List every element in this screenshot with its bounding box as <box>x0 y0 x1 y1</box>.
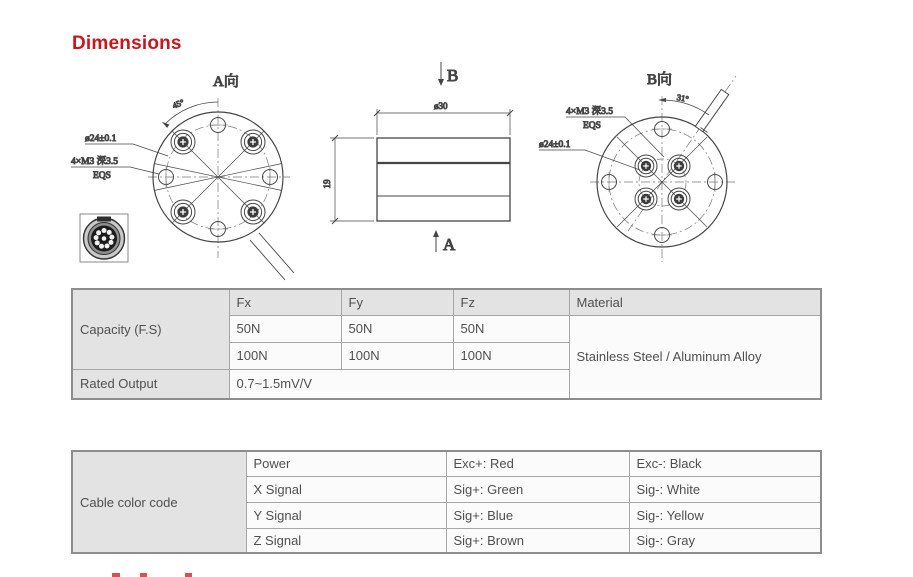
spec-cell: 100N <box>229 342 341 369</box>
cable-positive: Sig+: Brown <box>446 528 629 553</box>
cable-channel: Power <box>246 451 446 476</box>
cable-positive: Exc+: Red <box>446 451 629 476</box>
spec-table <box>71 288 822 400</box>
view-a-cable <box>250 233 294 280</box>
cutoff-heading-fragment <box>112 573 120 577</box>
view-b-diameter-dim: ø24±0.1 <box>539 140 571 150</box>
cable-channel: X Signal <box>246 476 446 502</box>
side-view-height-dim: 19 <box>322 179 332 189</box>
view-a-thread-dim2: EQS <box>93 171 111 181</box>
side-view-bottom-label: A <box>443 235 456 254</box>
cable-negative: Exc-: Black <box>629 451 821 476</box>
view-b-title: B向 <box>647 72 673 88</box>
spec-col-header-fx: Fx <box>229 289 341 315</box>
spec-rated-output-value: 0.7~1.5mV/V <box>229 369 569 399</box>
cable-positive: Sig+: Green <box>446 476 629 502</box>
view-b-thread-dim2: EQS <box>583 121 601 131</box>
cable-negative: Sig-: Yellow <box>629 502 821 528</box>
cable-channel: Y Signal <box>246 502 446 528</box>
cable-color-table <box>71 450 822 554</box>
view-a-angle-dim: 45° <box>170 96 186 111</box>
spec-row-label-capacity: Capacity (F.S) <box>72 289 229 369</box>
side-view-top-label: B <box>447 66 459 85</box>
spec-cell: 50N <box>229 315 341 342</box>
view-b-thread-dim: 4×M3 深3.5 <box>566 107 614 117</box>
spec-cell: 50N <box>453 315 569 342</box>
view-b-drawing <box>539 71 736 262</box>
view-a-drawing <box>71 73 294 280</box>
cable-channel: Z Signal <box>246 528 446 553</box>
spec-col-header-material: Material <box>569 289 821 315</box>
page-title: Dimensions <box>72 33 182 54</box>
view-a-thread-dim: 4×M3 深3.5 <box>71 157 119 167</box>
spec-col-header-fz: Fz <box>453 289 569 315</box>
spec-cell: 100N <box>453 342 569 369</box>
cable-positive: Sig+: Blue <box>446 502 629 528</box>
spec-col-header-fy: Fy <box>341 289 453 315</box>
view-a-diameter-dim: ø24±0.1 <box>85 134 117 144</box>
cable-row-label: Cable color code <box>72 451 246 553</box>
view-b-angle-dim: 31° <box>676 92 690 104</box>
cable-negative: Sig-: Gray <box>629 528 821 553</box>
side-view-drawing <box>322 62 513 254</box>
connector-icon <box>80 214 128 262</box>
cable-negative: Sig-: White <box>629 476 821 502</box>
spec-cell: 50N <box>341 315 453 342</box>
view-b-cable <box>695 89 728 131</box>
side-view-width-dim: ø30 <box>434 101 448 111</box>
cutoff-heading-fragment <box>140 573 147 577</box>
spec-cell: 100N <box>341 342 453 369</box>
view-a-title: A向 <box>213 74 239 90</box>
spec-material-value: Stainless Steel / Aluminum Alloy <box>569 315 821 399</box>
cutoff-heading-fragment <box>185 573 192 577</box>
spec-row-label-rated-output: Rated Output <box>72 369 229 399</box>
